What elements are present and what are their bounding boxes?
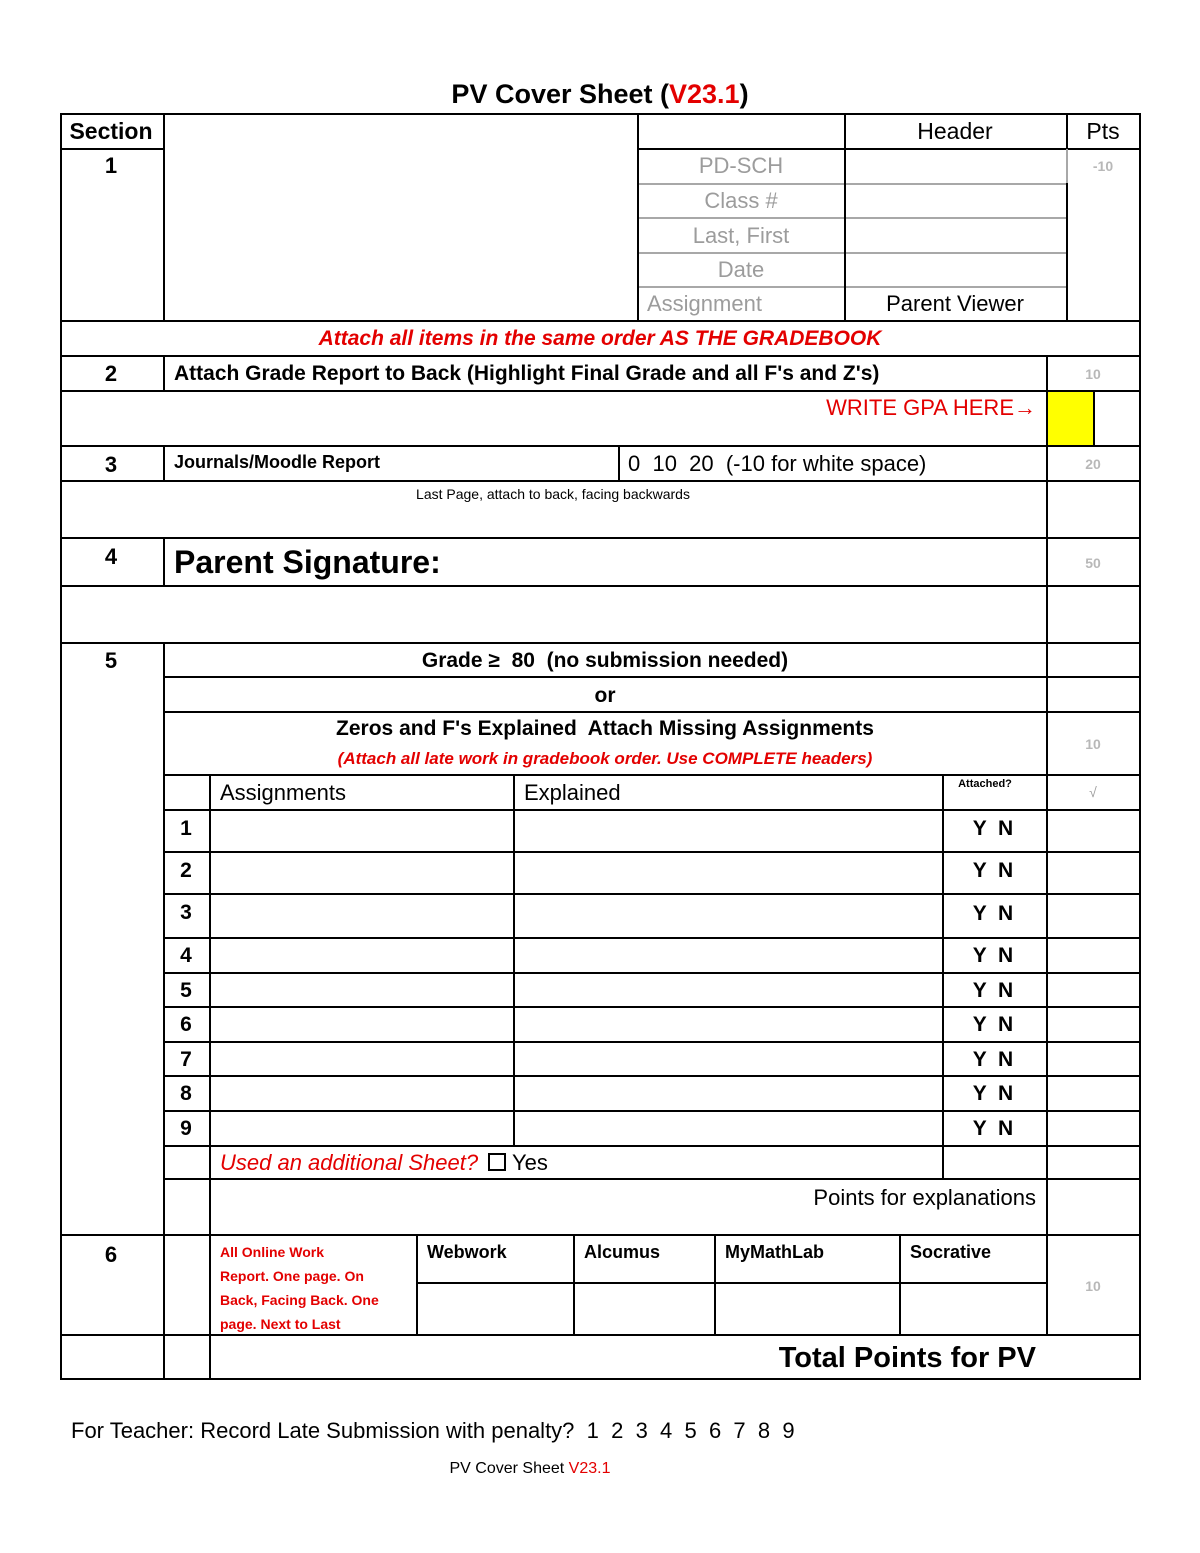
- platform-socrative: Socrative: [910, 1242, 992, 1262]
- section-2-points: 10: [1085, 366, 1101, 382]
- row-attached-yn[interactable]: Y N: [972, 1082, 1014, 1105]
- section-5-points: 10: [1085, 736, 1101, 752]
- row-number: 9: [180, 1117, 192, 1140]
- section-3-number: 3: [104, 452, 118, 477]
- platform-webwork: Webwork: [427, 1242, 507, 1262]
- assignments-column-header: Assignments: [220, 780, 346, 805]
- check-column-icon: √: [1089, 784, 1097, 800]
- row-attached-yn[interactable]: Y N: [972, 1013, 1014, 1036]
- row-number: 8: [180, 1082, 192, 1105]
- section-2-number: 2: [104, 361, 118, 386]
- row-number: 3: [180, 901, 192, 924]
- title-version: V23.1: [669, 79, 740, 109]
- row-number: 1: [180, 817, 192, 840]
- page-title: PV Cover Sheet (V23.1): [451, 79, 749, 109]
- field-assignment-value: Parent Viewer: [886, 291, 1024, 316]
- parent-signature-label: Parent Signature:: [174, 544, 441, 580]
- row-attached-yn[interactable]: Y N: [972, 944, 1014, 967]
- field-pd-sch-label: PD-SCH: [698, 153, 784, 178]
- row-number: 7: [180, 1048, 192, 1071]
- page-footer: PV Cover Sheet V23.1: [449, 1460, 611, 1477]
- section-3-text: Journals/Moodle Report: [174, 452, 381, 472]
- checkbox-icon[interactable]: [488, 1153, 506, 1171]
- gpa-input-box[interactable]: [1048, 392, 1093, 445]
- field-pd-sch-input[interactable]: [847, 151, 1065, 182]
- zeros-explained-line: Zeros and F's Explained Attach Missing Assignments: [336, 717, 874, 740]
- field-date-input[interactable]: [847, 255, 1065, 285]
- field-class-input[interactable]: [847, 186, 1065, 216]
- section-3-note: Last Page, attach to back, facing backwards: [416, 486, 690, 502]
- row-number: 4: [180, 944, 192, 967]
- header-column-header: Header: [917, 118, 993, 144]
- section-4-number: 4: [104, 544, 118, 569]
- arrow-right-icon: →: [1014, 395, 1036, 420]
- row-attached-yn[interactable]: Y N: [972, 979, 1014, 1002]
- row-attached-yn[interactable]: Y N: [972, 859, 1014, 882]
- late-work-note: (Attach all late work in gradebook order. Use COMPLETE headers): [337, 749, 873, 768]
- row-number: 2: [180, 859, 192, 882]
- total-points-label: Total Points for PV: [778, 1342, 1036, 1374]
- points-for-explanations: Points for explanations: [813, 1185, 1036, 1210]
- or-label: or: [594, 684, 616, 707]
- attached-column-header: Attached?: [958, 778, 1012, 790]
- section-1-points: -10: [1092, 158, 1114, 174]
- field-date-label: Date: [717, 257, 765, 282]
- section-1-number: 1: [104, 153, 118, 178]
- section-column-header: Section: [69, 118, 153, 144]
- additional-sheet-row: Used an additional Sheet? Yes: [220, 1150, 548, 1175]
- platform-alcumus: Alcumus: [584, 1242, 661, 1262]
- section-6-points: 10: [1085, 1278, 1101, 1294]
- field-class-label: Class #: [704, 188, 778, 213]
- write-gpa-label: WRITE GPA HERE→: [826, 395, 1036, 420]
- row-number: 6: [180, 1013, 192, 1036]
- field-assignment-label: Assignment: [647, 291, 762, 316]
- pts-column-header: Pts: [1086, 118, 1120, 144]
- row-attached-yn[interactable]: Y N: [972, 1117, 1014, 1140]
- parent-signature-field[interactable]: [470, 540, 1040, 584]
- penalty-numbers[interactable]: 1 2 3 4 5 6 7 8 9: [586, 1418, 795, 1443]
- field-name-input[interactable]: [847, 220, 1065, 251]
- row-attached-yn[interactable]: Y N: [972, 902, 1014, 925]
- explained-column-header: Explained: [524, 780, 621, 805]
- row-attached-yn[interactable]: Y N: [972, 817, 1014, 840]
- section-3-score-scale: 0 10 20 (-10 for white space): [628, 451, 927, 476]
- section-2-text: Attach Grade Report to Back (Highlight Final Grade and all F's and Z's): [174, 362, 880, 385]
- row-number: 5: [180, 979, 192, 1002]
- section-3-points: 20: [1085, 456, 1101, 472]
- gradebook-order-note: Attach all items in the same order AS THE GRADEBOOK: [318, 327, 882, 350]
- row-attached-yn[interactable]: Y N: [972, 1048, 1014, 1071]
- field-name-label: Last, First: [692, 223, 790, 248]
- grade-threshold-line: Grade ≥ 80 (no submission needed): [421, 649, 789, 672]
- platform-mymathlab: MyMathLab: [725, 1242, 824, 1262]
- section-4-points: 50: [1085, 555, 1101, 571]
- online-work-note: All Online Work Report. One page. On Back, Facing Back. One page. Next to Last: [220, 1244, 379, 1332]
- teacher-late-submission: For Teacher: Record Late Submission with penalty? 1 2 3 4 5 6 7 8 9: [71, 1418, 795, 1443]
- section-5-number: 5: [104, 648, 118, 673]
- section-6-number: 6: [104, 1242, 118, 1267]
